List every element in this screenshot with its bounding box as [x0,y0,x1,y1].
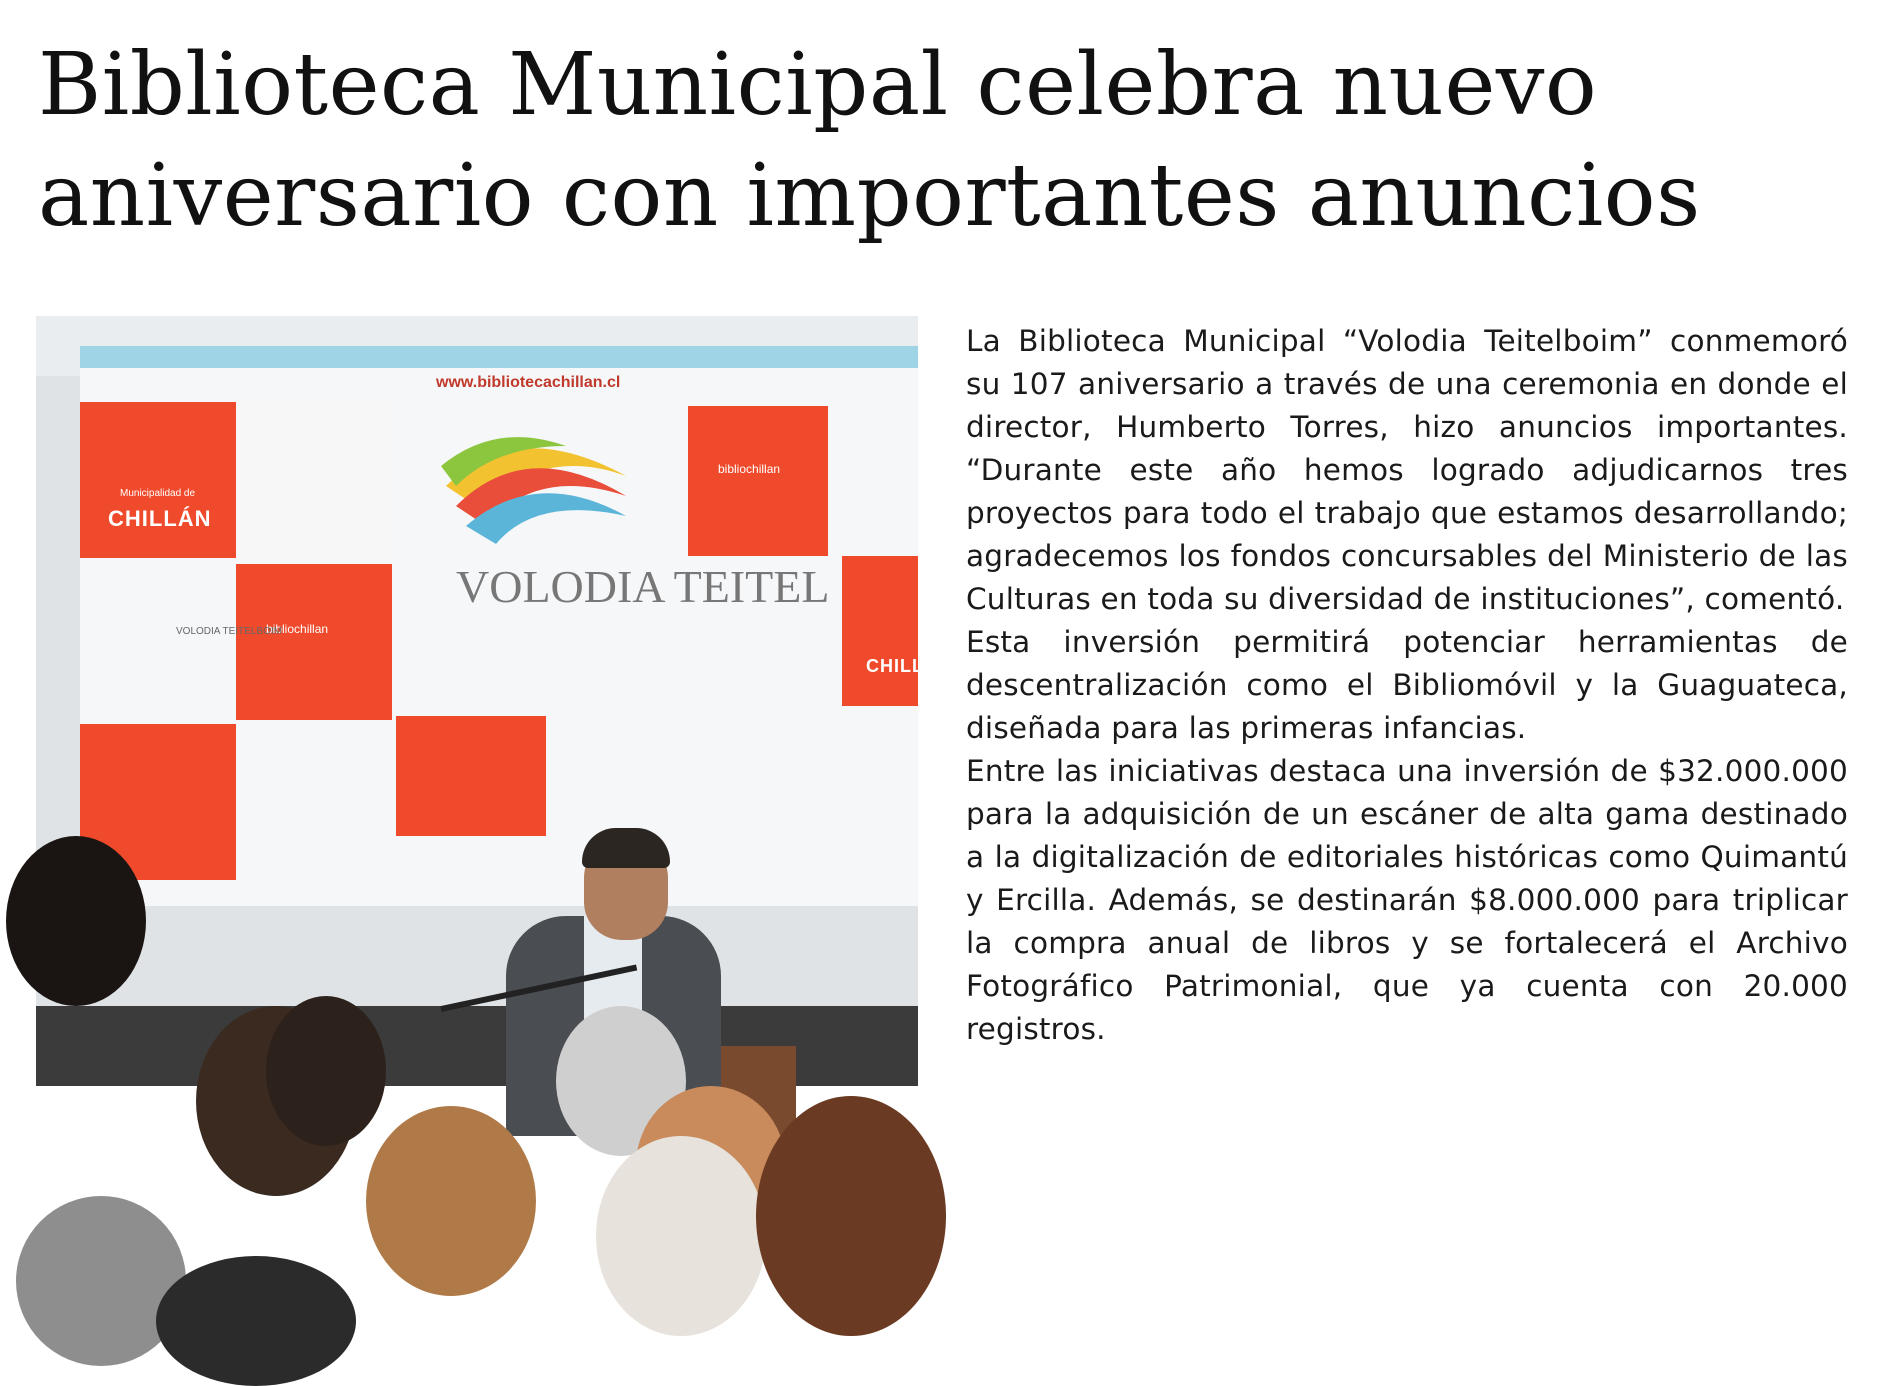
banner-url: www.bibliotecachillan.cl [436,374,621,391]
event-photo [36,316,952,1086]
photo-banner-top-strip [80,346,918,368]
audience-head [596,1136,766,1336]
audience-head [756,1096,946,1336]
banner-city-label-right: CHILLÁN [866,656,952,676]
banner-square-orange [842,556,918,706]
banner-square-white [236,402,392,558]
banner-social-1: bibliochillan [718,462,781,476]
banner-square-orange [236,564,392,720]
headline [38,30,1858,252]
banner-square-orange [396,716,546,836]
headline-line-1: Biblioteca Municipal celebra nuevo [38,35,1598,135]
banner-city-label: CHILLÁN [108,506,212,531]
library-logo-icon [436,426,636,546]
audience-head [366,1106,536,1296]
article-paragraph-3: Entre las iniciativas destaca una inversión de $32.000.000 para la adquisición de un escáner de alta gama destinado a la digitalización de editoriales históricas como Quimantú y Ercilla. Además, se destinarán $8.000.000 para triplicar la compra anual de libros y se fortalecerá el Archivo Fotográfico Patrimonial, que ya cuenta con 20.000 registros. [966,754,1848,1046]
banner-library-name: VOLODIA TEITEL [456,561,830,612]
banner-library-name-small: VOLODIA TEITELBOIM [176,626,282,637]
article-paragraph-2: Esta inversión permitirá potenciar herramientas de descentralización como el Bibliomóvil y la Guaguateca, diseñada para las primeras infancias. [966,625,1848,745]
article-body [966,320,1848,1051]
headline-line-2: aniversario con importantes anuncios [38,146,1701,246]
banner-municipality-label: Municipalidad de [120,488,196,499]
audience-head [156,1256,356,1386]
audience-head [6,836,146,1006]
audience-head [266,996,386,1146]
article-paragraph-1: La Biblioteca Municipal “Volodia Teitelboim” conmemoró su 107 aniversario a través de una ceremonia en donde el director, Humberto Torres, hizo anuncios importantes. “Durante este año hemos logrado adjudicarnos tres proyectos para todo el trabajo que estamos desarrollando; agradecemos los fondos concursables del Ministerio de las Culturas en toda su diversidad de instituciones”, comentó. [966,324,1848,616]
banner-square-orange [688,406,828,556]
banner-square-orange [80,402,236,558]
banner-social-2: bibliochillan [266,622,329,636]
